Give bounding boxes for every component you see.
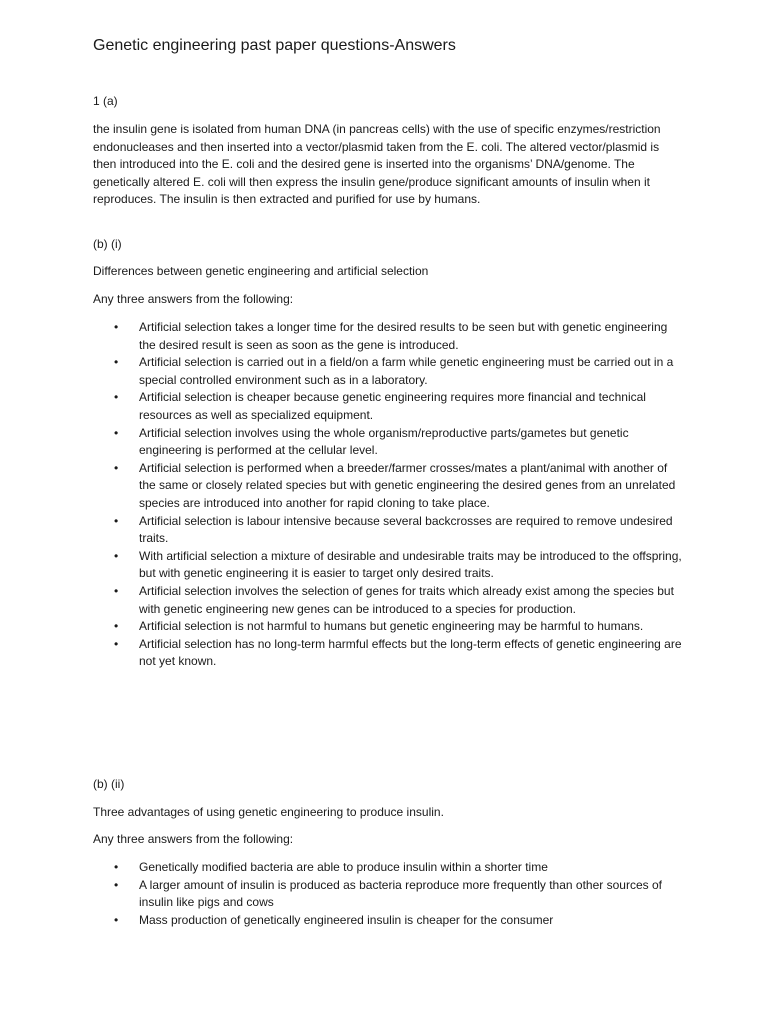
list-item bbox=[93, 912, 683, 930]
bullet-icon: • bbox=[114, 860, 119, 874]
bullet-icon: • bbox=[114, 619, 119, 634]
list-item-text: Artificial selection takes a longer time for the desired results to be seen but with genetic engineering the desired result is seen as soon as the gene is introduced. bbox=[139, 320, 668, 352]
list-item bbox=[93, 354, 683, 389]
list-item bbox=[93, 548, 683, 583]
list-item-text: Artificial selection involves using the whole organism/reproductive parts/gametes but genetic engineering is performed at the cellular level. bbox=[139, 425, 629, 458]
list-item-text: Artificial selection is performed when a breeder/farmer crosses/mates a plant/animal with another of the same or closely related species but with genetic engineering the desired genes from an unrelated species are introduced into another for rapid cloning to take place. bbox=[139, 460, 676, 510]
list-item-text: Artificial selection is labour intensive because several backcrosses are required to remove undesired traits. bbox=[139, 513, 673, 546]
list-item bbox=[93, 425, 683, 460]
advantages-list bbox=[93, 859, 683, 929]
list-item bbox=[93, 460, 683, 513]
list-item-text: Artificial selection involves the selection of genes for traits which already exist among the species but with genetic engineering new genes can be introduced to a species for production. bbox=[139, 583, 674, 616]
list-item-text: With artificial selection a mixture of desirable and undesirable traits may be introduced to the offspring, but with genetic engineering it is easier to target only desired traits. bbox=[139, 548, 682, 581]
list-item-text: Mass production of genetically engineered insulin is cheaper for the consumer bbox=[139, 912, 554, 927]
bullet-icon: • bbox=[114, 425, 119, 440]
bullet-icon: • bbox=[114, 636, 119, 651]
list-item-text: Artificial selection is cheaper because genetic engineering requires more financial and technical resources as well as specialized equipment. bbox=[139, 390, 646, 422]
question-label-1bii: (b) (ii) bbox=[93, 777, 125, 791]
heading-1bi: Differences between genetic engineering and artificial selection bbox=[93, 264, 429, 278]
list-item-text: Artificial selection is not harmful to humans but genetic engineering may be harmful to humans. bbox=[139, 619, 644, 634]
list-item bbox=[93, 877, 683, 912]
list-item bbox=[93, 636, 683, 671]
list-item-text: A larger amount of insulin is produced as bacteria reproduce more frequently than other sources of insulin like pigs and cows bbox=[139, 877, 662, 910]
list-item bbox=[93, 583, 683, 618]
bullet-icon: • bbox=[114, 355, 119, 370]
bullet-icon: • bbox=[114, 912, 119, 927]
instruction-1bii: Any three answers from the following: bbox=[93, 832, 294, 846]
question-label-1bi: (b) (i) bbox=[93, 237, 122, 251]
answer-1a: the insulin gene is isolated from human DNA (in pancreas cells) with the use of specific enzymes/restriction endonucleases and then inserted into a vector/plasmid taken from the E. coli. The altered vector/plasmid is then introduced into the E. coli and the desired gene is inserted into the organisms’ DNA/genome. The genetically altered E. coli will then express the insulin gene/produce significant amounts of insulin when it reproduces. The insulin is then extracted and purified for use by humans. bbox=[93, 122, 661, 207]
bullet-icon: • bbox=[114, 513, 119, 528]
document-title: Genetic engineering past paper questions-Answers bbox=[93, 37, 456, 54]
list-item-text: Artificial selection is carried out in a field/on a farm while genetic engineering must be carried out in a special controlled environment such as in a laboratory. bbox=[139, 355, 674, 387]
list-item bbox=[93, 859, 683, 877]
list-item bbox=[93, 319, 683, 354]
instruction-1bi: Any three answers from the following: bbox=[93, 292, 294, 306]
list-item-text: Genetically modified bacteria are able to produce insulin within a shorter time bbox=[139, 860, 548, 874]
bullet-icon: • bbox=[114, 390, 119, 405]
heading-1bii: Three advantages of using genetic engineering to produce insulin. bbox=[93, 805, 444, 819]
bullet-icon: • bbox=[114, 460, 119, 475]
list-item-text: Artificial selection has no long-term harmful effects but the long-term effects of genetic engineering are not yet known. bbox=[139, 636, 682, 669]
bullet-icon: • bbox=[114, 583, 119, 598]
bullet-icon: • bbox=[114, 320, 119, 334]
differences-list bbox=[93, 319, 683, 671]
question-label-1a: 1 (a) bbox=[93, 94, 118, 108]
bullet-icon: • bbox=[114, 877, 119, 892]
list-item bbox=[93, 389, 683, 424]
bullet-icon: • bbox=[114, 548, 119, 563]
list-item bbox=[93, 513, 683, 548]
list-item bbox=[93, 618, 683, 636]
